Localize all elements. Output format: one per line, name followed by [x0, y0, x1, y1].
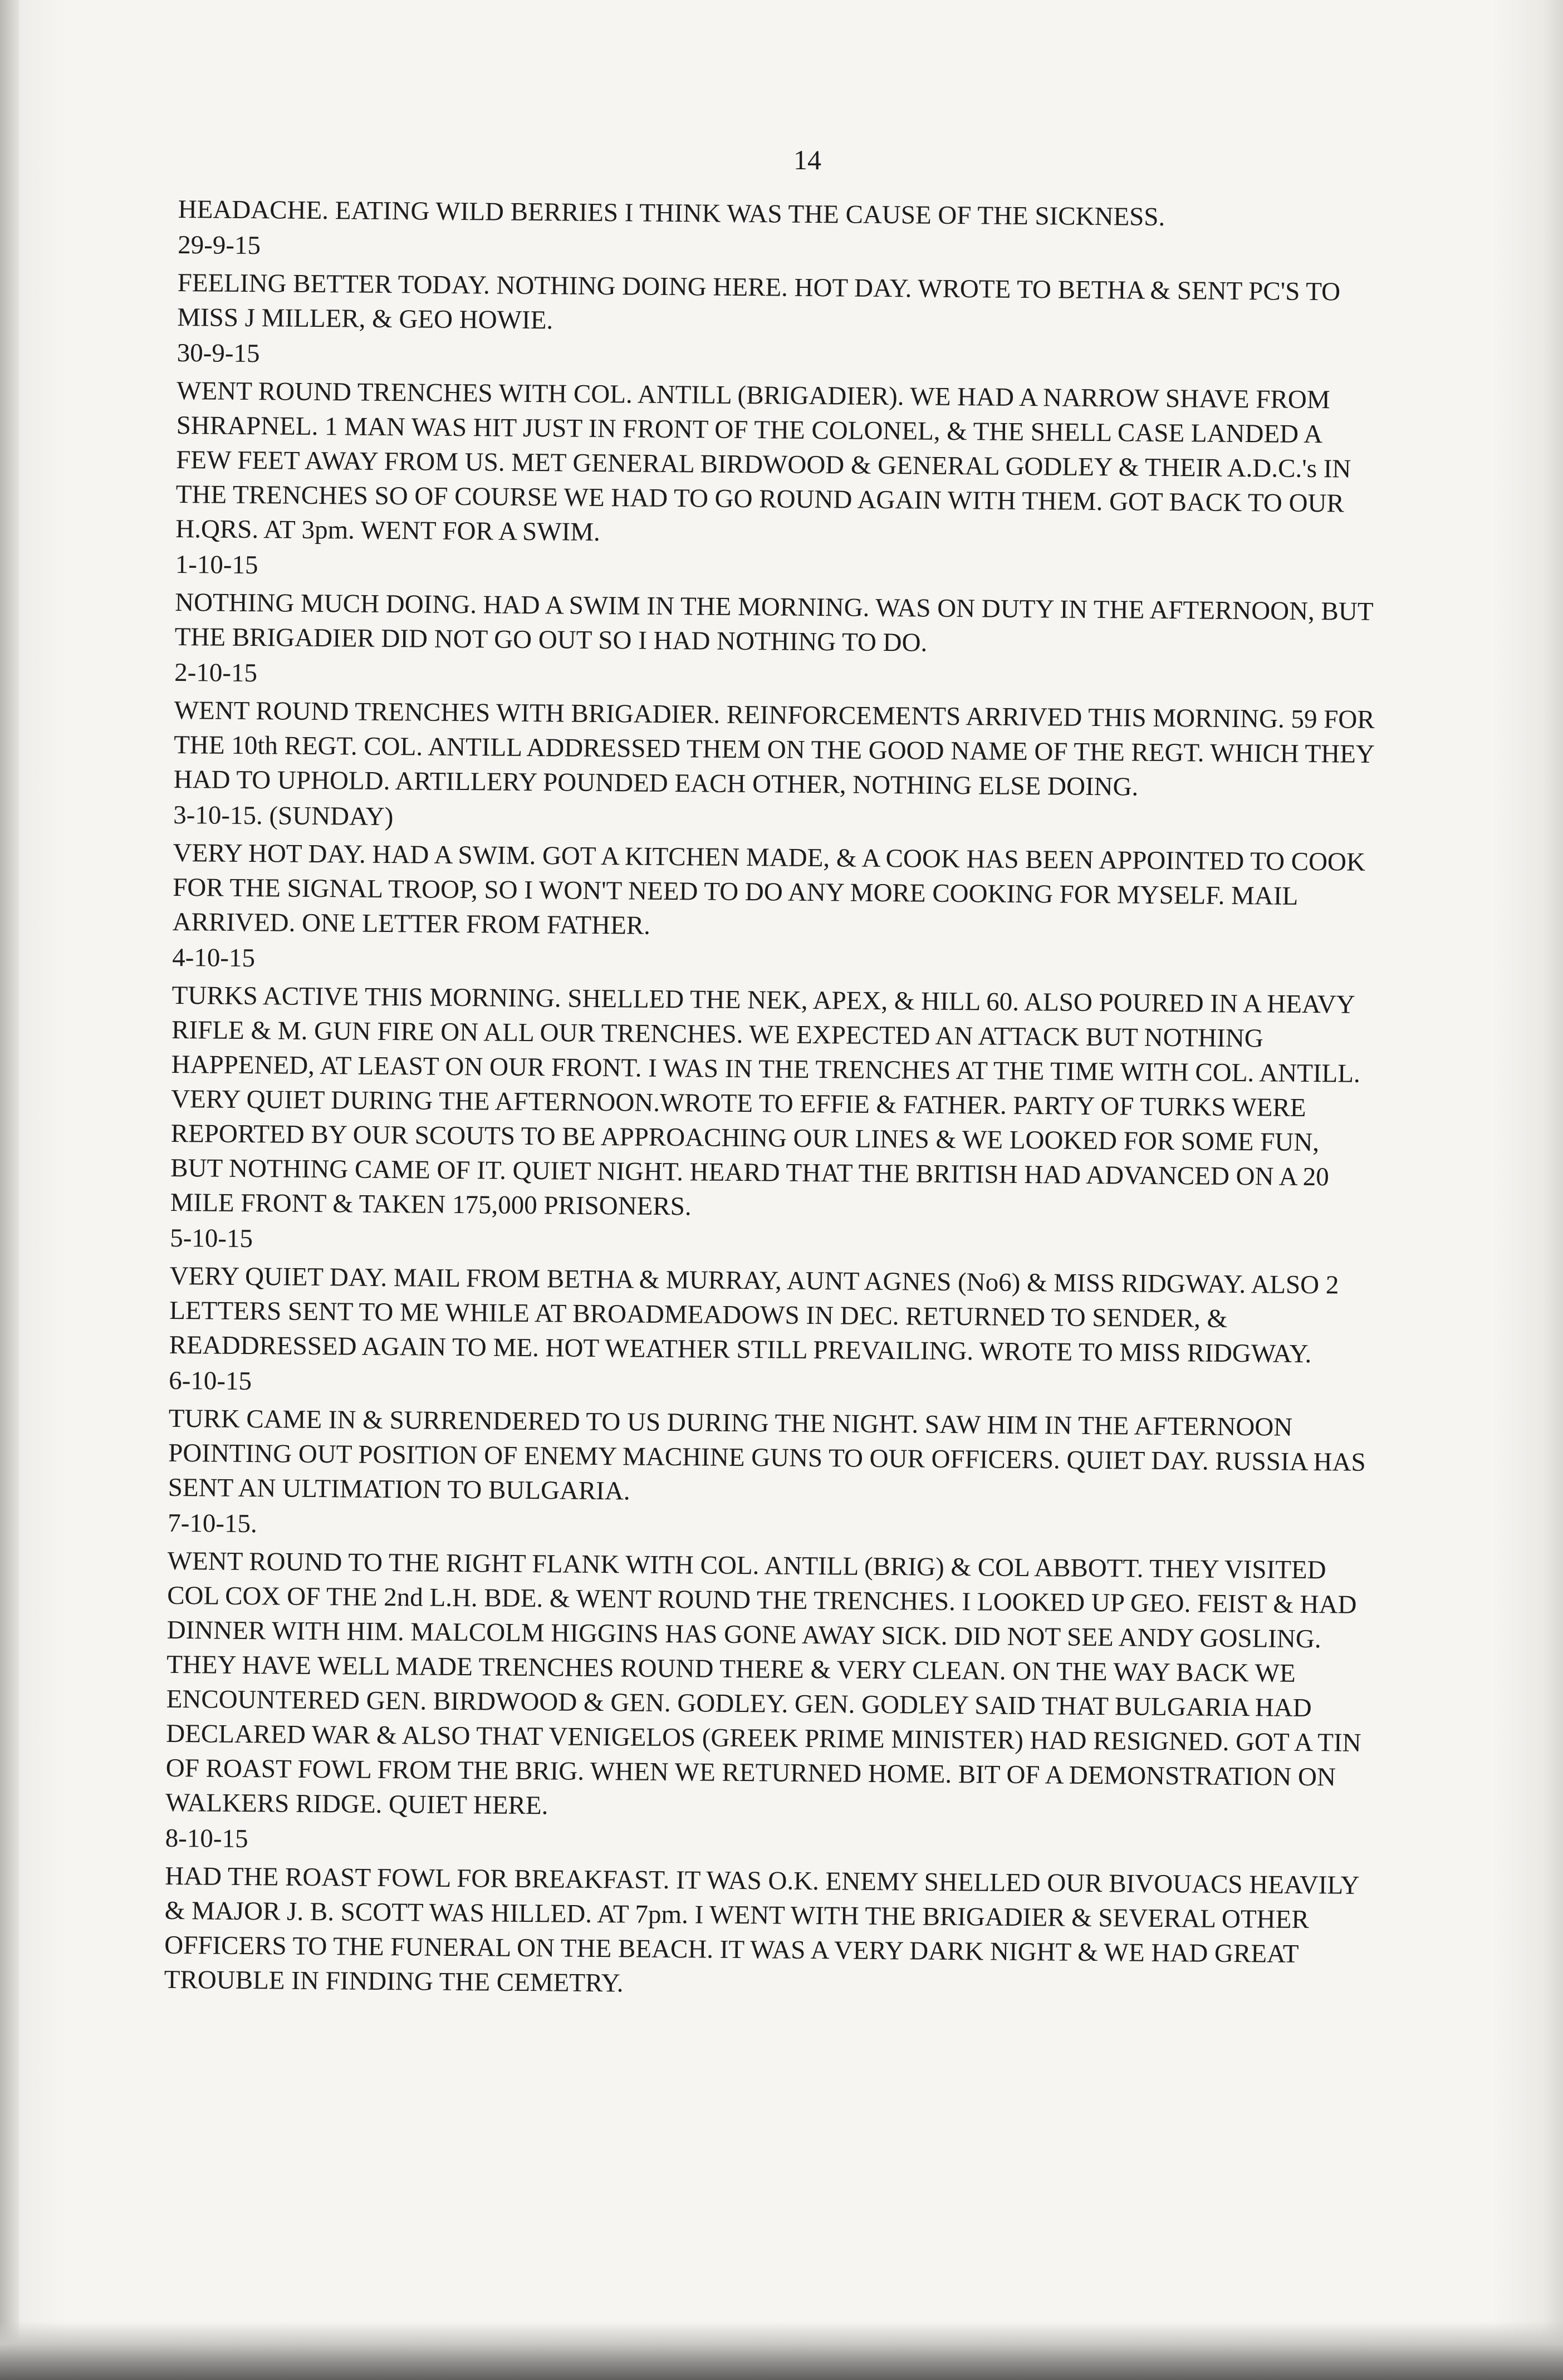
entry-text: TURK CAME IN & SURRENDERED TO US DURING THE NIGHT. SAW HIM IN THE AFTERNOON POINTING OUT POSITION OF ENEMY MACHINE GUNS TO OUR OFFICERS. QUIET DAY. RUSSIA HAS SENT AN ULTIMATION TO BULGARIA. [168, 1404, 1366, 1506]
page-number: 14 [793, 144, 821, 175]
entry-date: 7-10-15. [168, 1508, 257, 1539]
entry-text: WENT ROUND TRENCHES WITH COL. ANTILL (BRIGADIER). WE HAD A NARROW SHAVE FROM SHRAPNEL. 1 MAN WAS HIT JUST IN FRONT OF THE COLONEL, & THE SHELL CASE LANDED A FEW FEET AWAY FROM US. MET GENERAL BIRDWOOD & GENERAL GODLEY & THEIR A.D.C.'s IN THE TRENCHES SO OF COURSE WE HAD TO GO ROUND AGAIN WITH THEM. GOT BACK TO OUR H.QRS. AT 3pm. WENT FOR A SWIM. [175, 376, 1351, 547]
entry-text: NOTHING MUCH DOING. HAD A SWIM IN THE MORNING. WAS ON DUTY IN THE AFTERNOON, BUT THE BRIGADIER DID NOT GO OUT SO I HAD NOTHING TO DO. [174, 587, 1373, 657]
entry-date: 8-10-15 [165, 1823, 248, 1854]
entry-date: 1-10-15 [175, 549, 258, 580]
entry-date: 4-10-15 [172, 943, 256, 973]
entry-text: TURKS ACTIVE THIS MORNING. SHELLED THE NEK, APEX, & HILL 60. ALSO POURED IN A HEAVY RIFLE & M. GUN FIRE ON ALL OUR TRENCHES. WE EXPECTED AN ATTACK BUT NOTHING HAPPENED, AT LEAST ON OUR FRONT. I WAS IN THE TRENCHES AT THE TIME WITH COL. ANTILL. VERY QUIET DURING THE AFTERNOON.WROTE TO EFFIE & FATHER. PARTY OF TURKS WERE REPORTED BY OUR SCOUTS TO BE APPROACHING OUR LINES & WE LOOKED FOR SOME FUN, BUT NOTHING CAME OF IT. QUIET NIGHT. HEARD THAT THE BRITISH HAD ADVANCED ON A 20 MILE FRONT & TAKEN 175,000 PRISONERS. [170, 980, 1360, 1221]
entry-text: HAD THE ROAST FOWL FOR BREAKFAST. IT WAS O.K. ENEMY SHELLED OUR BIVOUACS HEAVILY & MAJOR J. B. SCOTT WAS HILLED. AT 7pm. I WENT WITH THE BRIGADIER & SEVERAL OTHER OFFICERS TO THE FUNERAL ON THE BEACH. IT WAS A VERY DARK NIGHT & WE HAD GREAT TROUBLE IN FINDING THE CEMETRY. [164, 1861, 1359, 1998]
entry-date: 2-10-15 [174, 657, 258, 688]
entry-date: 29-9-15 [178, 230, 261, 261]
entry-text: HEADACHE. EATING WILD BERRIES I THINK WAS THE CAUSE OF THE SICKNESS. [178, 194, 1165, 232]
entry-text: WENT ROUND TRENCHES WITH BRIGADIER. REINFORCEMENTS ARRIVED THIS MORNING. 59 FOR THE 10th REGT. COL. ANTILL ADDRESSED THEM ON THE GOOD NAME OF THE REGT. WHICH THEY HAD TO UPHOLD. ARTILLERY POUNDED EACH OTHER, NOTHING ELSE DOING. [173, 695, 1375, 802]
entry-text: VERY QUIET DAY. MAIL FROM BETHA & MURRAY, AUNT AGNES (No6) & MISS RIDGWAY. ALSO 2 LETTERS SENT TO ME WHILE AT BROADMEADOWS IN DEC. RETURNED TO SENDER, & READDRESSED AGAIN TO ME. HOT WEATHER STILL PREVAILING. WROTE TO MISS RIDGWAY. [169, 1261, 1339, 1369]
entry-date: 3-10-15. (SUNDAY) [173, 800, 394, 832]
entry-date: 30-9-15 [177, 338, 260, 369]
entry-text: WENT ROUND TO THE RIGHT FLANK WITH COL. ANTILL (BRIG) & COL ABBOTT. THEY VISITED COL COX OF THE 2nd L.H. BDE. & WENT ROUND THE TRENCHES. I LOOKED UP GEO. FEIST & HAD DINNER WITH HIM. MALCOLM HIGGINS HAS GONE AWAY SICK. DID NOT SEE ANDY GOSLING. THEY HAVE WELL MADE TRENCHES ROUND THERE & VERY CLEAN. ON THE WAY BACK WE ENCOUNTERED GEN. BIRDWOOD & GEN. GODLEY. GEN. GODLEY SAID THAT BULGARIA HAD DECLARED WAR & ALSO THAT VENIGELOS (GREEK PRIME MINISTER) HAD RESIGNED. GOT A TIN OF ROAST FOWL FROM THE BRIG. WHEN WE RETURNED HOME. BIT OF A DEMONSTRATION ON WALKERS RIDGE. QUIET HERE. [165, 1546, 1361, 1820]
entry-date: 6-10-15 [169, 1366, 252, 1396]
entry-text: VERY HOT DAY. HAD A SWIM. GOT A KITCHEN MADE, & A COOK HAS BEEN APPOINTED TO COOK FOR THE SIGNAL TROOP, SO I WON'T NEED TO DO ANY MORE COOKING FOR MYSELF. MAIL ARRIVED. ONE LETTER FROM FATHER. [172, 838, 1366, 940]
entry-text: FEELING BETTER TODAY. NOTHING DOING HERE. HOT DAY. WROTE TO BETHA & SENT PC'S TO MISS J MILLER, & GEO HOWIE. [177, 268, 1341, 335]
entry-date: 5-10-15 [170, 1223, 253, 1254]
diary-text [164, 192, 1381, 2008]
scan-left-edge [0, 0, 19, 2380]
scan-bottom-edge [0, 2322, 1563, 2380]
